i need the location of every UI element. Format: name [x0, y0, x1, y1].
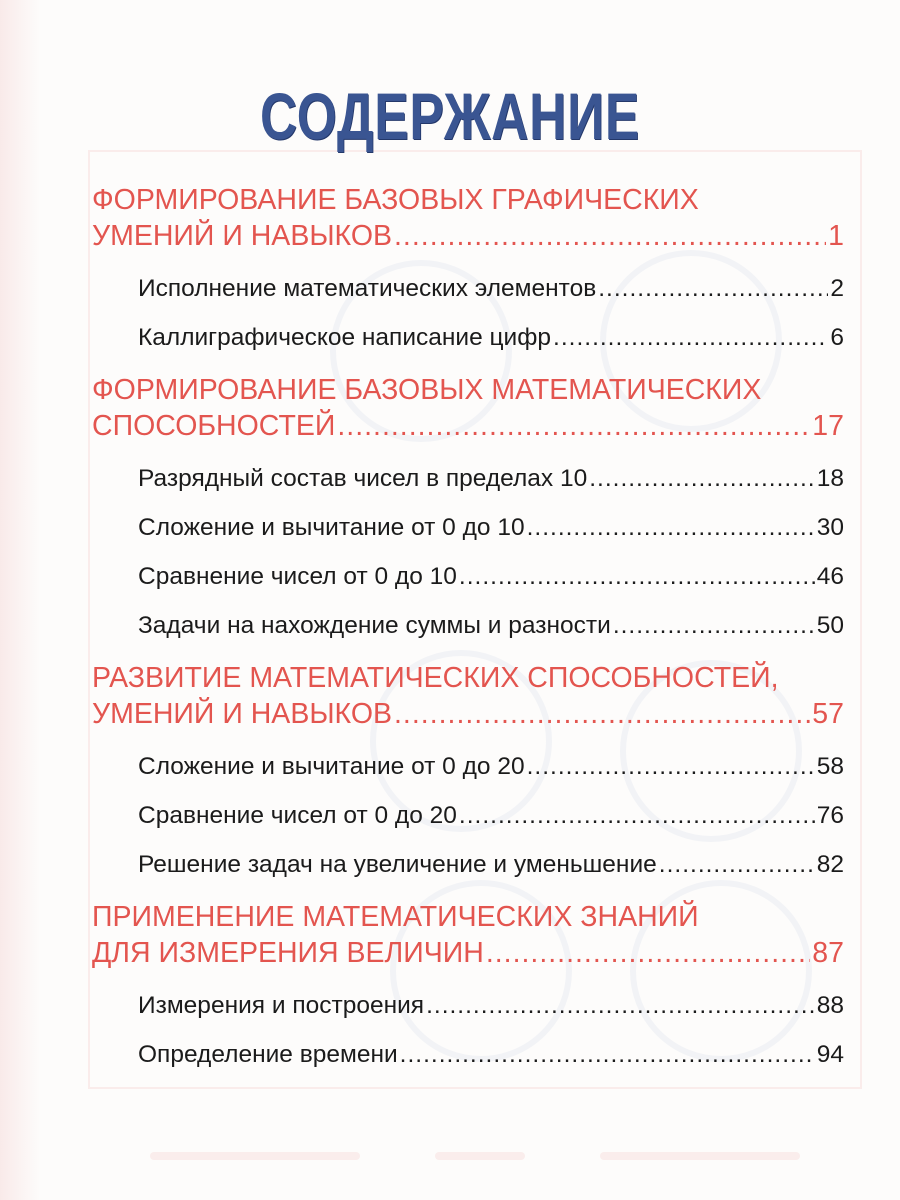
- section-heading-line: РАЗВИТИЕ МАТЕМАТИЧЕСКИХ СПОСОБНОСТЕЙ,: [92, 662, 779, 694]
- toc-entry[interactable]: [138, 601, 844, 650]
- entry-page-number: 88: [816, 992, 844, 1019]
- toc-section: [92, 660, 844, 889]
- section-heading-entry[interactable]: [92, 408, 844, 444]
- page-title: СОДЕРЖАНИЕ: [260, 79, 640, 153]
- section-heading-line: ПРИМЕНЕНИЕ МАТЕМАТИЧЕСКИХ ЗНАНИЙ: [92, 901, 699, 933]
- toc-entry[interactable]: [138, 840, 844, 889]
- toc-entry[interactable]: [138, 981, 844, 1030]
- section-heading-label: ДЛЯ ИЗМЕРЕНИЯ ВЕЛИЧИН: [92, 937, 484, 969]
- section-heading-line: ФОРМИРОВАНИЕ БАЗОВЫХ ГРАФИЧЕСКИХ: [92, 184, 699, 216]
- section-heading-label: СПОСОБНОСТЕЙ: [92, 410, 336, 442]
- subsection-list: [138, 742, 844, 889]
- dot-leader: [527, 503, 815, 552]
- entry-label: Разрядный состав чисел в пределах 10: [138, 465, 588, 492]
- section-heading-entry[interactable]: [92, 696, 844, 732]
- toc-entry[interactable]: [138, 791, 844, 840]
- section-heading-label: УМЕНИЙ И НАВЫКОВ: [92, 698, 393, 730]
- dot-leader: [394, 218, 826, 254]
- dot-leader: [553, 313, 828, 362]
- dot-leader: [527, 742, 815, 791]
- entry-page-number: 30: [816, 514, 844, 541]
- entry-page-number: 50: [816, 612, 844, 639]
- subsection-list: [138, 264, 844, 362]
- dot-leader: [659, 840, 815, 889]
- toc-section: [92, 372, 844, 650]
- entry-page-number: 82: [816, 851, 844, 878]
- entry-page-number: 18: [816, 465, 844, 492]
- show-through-footer: [150, 1152, 800, 1182]
- entry-page-number: 58: [816, 753, 844, 780]
- entry-label: Сравнение чисел от 0 до 10: [138, 563, 457, 590]
- section-heading-line: ФОРМИРОВАНИЕ БАЗОВЫХ МАТЕМАТИЧЕСКИХ: [92, 374, 762, 406]
- section-page-number: 17: [812, 410, 844, 442]
- entry-page-number: 76: [816, 802, 844, 829]
- toc-entry[interactable]: [138, 742, 844, 791]
- toc-entry[interactable]: [138, 454, 844, 503]
- dot-leader: [589, 454, 815, 503]
- dot-leader: [426, 981, 815, 1030]
- dot-leader: [486, 935, 810, 971]
- entry-label: Задачи на нахождение суммы и разности: [138, 612, 611, 639]
- toc-entry[interactable]: [138, 1030, 844, 1079]
- entry-page-number: 6: [830, 324, 844, 351]
- dot-leader: [337, 408, 810, 444]
- subsection-list: [138, 981, 844, 1079]
- dot-leader: [598, 264, 828, 313]
- section-heading-label: УМЕНИЙ И НАВЫКОВ: [92, 220, 393, 252]
- dot-leader: [459, 552, 815, 601]
- section-heading-entry[interactable]: [92, 218, 844, 254]
- entry-label: Сложение и вычитание от 0 до 20: [138, 753, 525, 780]
- dot-leader: [459, 791, 815, 840]
- entry-label: Определение времени: [138, 1041, 398, 1068]
- section-page-number: 57: [812, 698, 844, 730]
- toc-entry[interactable]: [138, 313, 844, 362]
- entry-page-number: 2: [830, 275, 844, 302]
- page-edge-shadow: [0, 0, 40, 1200]
- toc-entry[interactable]: [138, 264, 844, 313]
- entry-page-number: 46: [816, 563, 844, 590]
- dot-leader: [613, 601, 815, 650]
- entry-label: Сравнение чисел от 0 до 20: [138, 802, 457, 829]
- entry-label: Сложение и вычитание от 0 до 10: [138, 514, 525, 541]
- entry-label: Каллиграфическое написание цифр: [138, 324, 552, 351]
- dot-leader: [400, 1030, 815, 1079]
- toc-section: [92, 899, 844, 1079]
- section-heading-entry[interactable]: [92, 935, 844, 971]
- subsection-list: [138, 454, 844, 650]
- entry-label: Измерения и построения: [138, 992, 425, 1019]
- entry-label: Решение задач на увеличение и уменьшение: [138, 851, 657, 878]
- section-page-number: 1: [828, 220, 844, 252]
- toc-entry[interactable]: [138, 552, 844, 601]
- entry-label: Исполнение математических элементов: [138, 275, 597, 302]
- toc-section: [92, 182, 844, 362]
- section-page-number: 87: [812, 937, 844, 969]
- entry-page-number: 94: [816, 1041, 844, 1068]
- dot-leader: [394, 696, 810, 732]
- toc-entry[interactable]: [138, 503, 844, 552]
- table-of-contents: [92, 182, 844, 1089]
